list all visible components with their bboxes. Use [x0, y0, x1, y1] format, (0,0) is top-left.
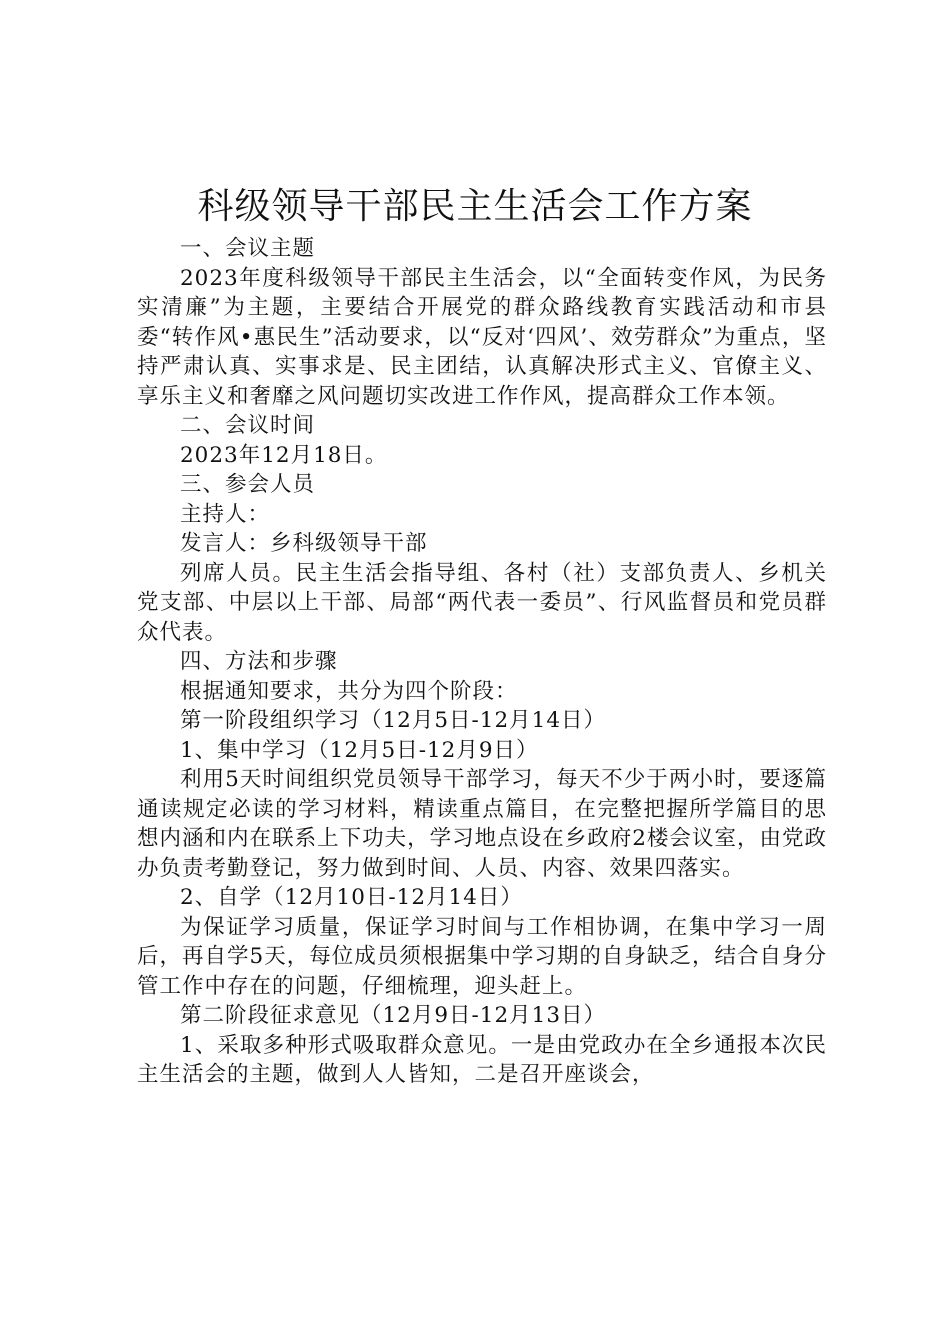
- paragraph-meeting-theme: 2023年度科级领导干部民主生活会，以“全面转变作风，为民务实清廉”为主题，主要结合开展党的群众路线教育实践活动和市县委“转作风•惠民生”活动要求，以“反对‘四风’、效劳群众”为重点，坚持严肃认真、实事求是、民主团结，认真解决形式主义、官僚主义、享乐主义和奢靡之风问题切实改进工作作风，提高群众工作本领。: [137, 265, 827, 409]
- stage-heading-study: 第一阶段组织学习（12月5日-12月14日）: [180, 708, 607, 733]
- paragraph-stages-intro: 根据通知要求，共分为四个阶段：: [180, 678, 518, 704]
- stage-heading-opinions: 第二阶段征求意见（12月9日-12月13日）: [180, 1003, 607, 1028]
- paragraph-host: 主持人：: [180, 501, 271, 527]
- paragraph-speakers: 发言人：乡科级领导干部: [180, 531, 428, 556]
- paragraph-observers: 列席人员。民主生活会指导组、各村（社）支部负责人、乡机关党支部、中层以上干部、局部“两代表一委员”、行风监督员和党员群众代表。: [137, 560, 827, 645]
- subheading-self-study: 2、自学（12月10日-12月14日）: [180, 885, 523, 910]
- section-heading-methods: 四、方法和步骤: [180, 649, 338, 674]
- document-body: [137, 234, 827, 1090]
- paragraph-meeting-date: 2023年12月18日。: [180, 442, 388, 468]
- section-heading-attendees: 三、参会人员: [180, 472, 316, 497]
- document-title: 科级领导干部民主生活会工作方案: [197, 186, 753, 227]
- paragraph-group-study: 利用5天时间组织党员领导干部学习，每天不少于两小时，要逐篇通读规定必读的学习材料，精读重点篇目，在完整把握所学篇目的思想内涵和内在联系上下功夫，学习地点设在乡政府2楼会议室，由党政办负责考勤登记，努力做到时间、人员、内容、效果四落实。: [137, 767, 827, 881]
- paragraph-self-study: 为保证学习质量，保证学习时间与工作相协调，在集中学习一周后，再自学5天，每位成员须根据集中学习期的自身缺乏，结合自身分管工作中存在的问题，仔细梳理，迎头赶上。: [137, 914, 827, 999]
- subheading-group-study: 1、集中学习（12月5日-12月9日）: [180, 737, 539, 763]
- section-heading-meeting-time: 二、会议时间: [180, 413, 316, 438]
- section-heading-meeting-theme: 一、会议主题: [180, 236, 316, 261]
- paragraph-collect-opinions: 1、采取多种形式吸取群众意见。一是由党政办在全乡通报本次民主生活会的主题，做到人人皆知，二是召开座谈会，: [137, 1032, 827, 1087]
